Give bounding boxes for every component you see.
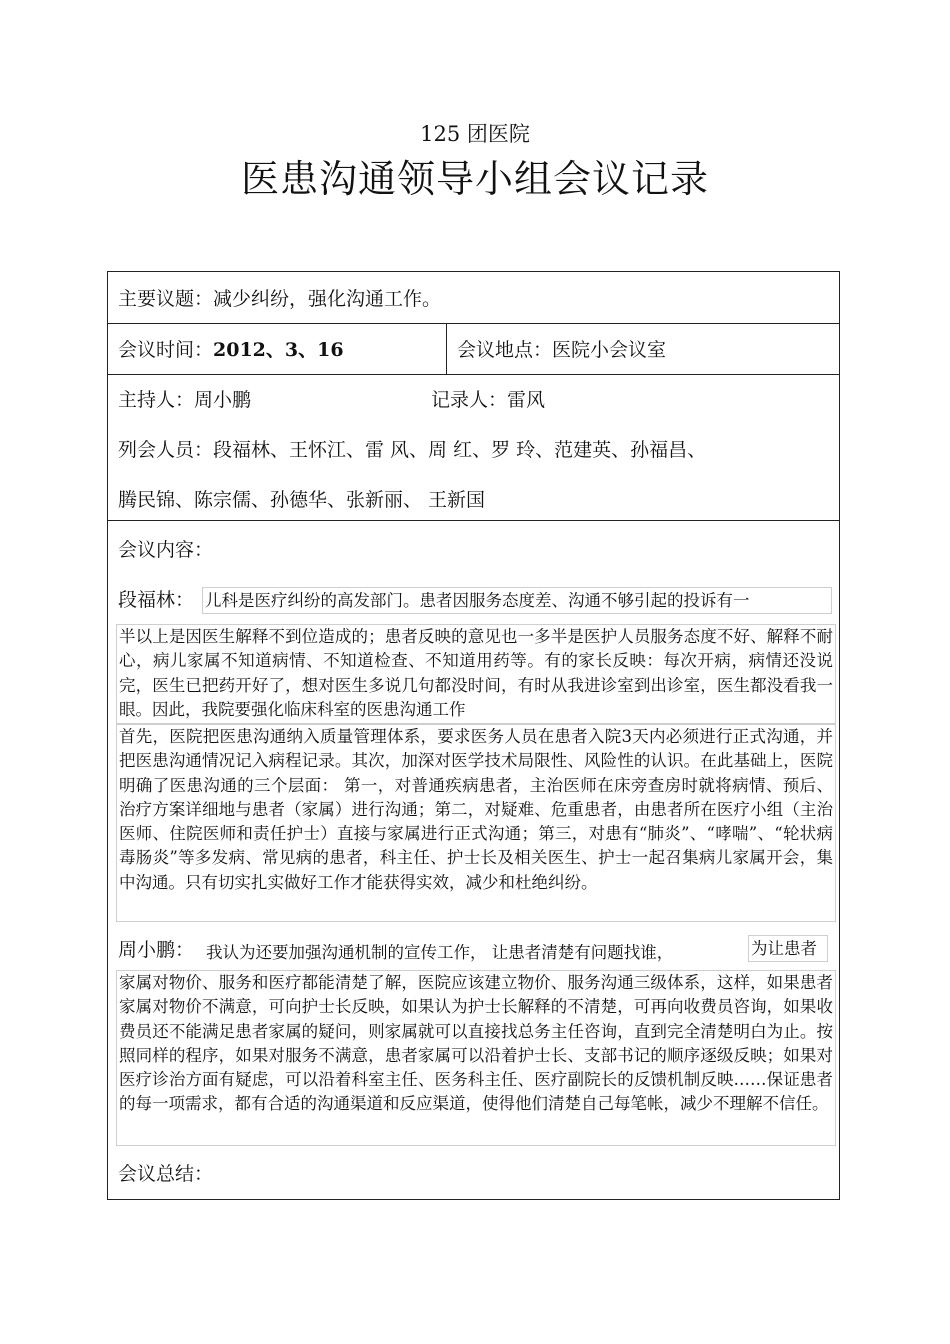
speaker1-first-line: 儿科是医疗纠纷的高发部门。患者因服务态度差、沟通不够引起的投诉有一 xyxy=(202,587,832,614)
attendees-line-2: 腾民锦、陈宗儒、孙德华、张新丽、 王新国 xyxy=(118,489,486,511)
speaker1-paragraph-2: 首先，医院把医患沟通纳入质量管理体系，要求医务人员在患者入院3天内必须进行正式沟通，并把医患沟通情况记入病程记录。其次，加深对医学技术局限性、风险性的认识。在此基础上，医院明确了医患沟通的三个层面： 第一，对普通疾病患者，主治医师在床旁查房时就将病情、预后、治疗方案详细地与患者（家属）进行沟通；第二，对疑难、危重患者，由患者所在医疗小组（主治医师、住院医师和责任护士）直接与家属进行正式沟通；第三，对患有“肺炎”、“哮喘”、“轮状病毒肠炎”等多发病、常见病的患者，科主任、护士长及相关医生、护士一起召集病儿家属开会，集中沟通。只有切实扎实做好工作才能获得实效，减少和杜绝纠纷。 xyxy=(116,724,836,922)
speaker2-first-line: 我认为还要加强沟通机制的宣传工作， 让患者清楚有问题找谁， xyxy=(206,943,674,962)
column-divider xyxy=(446,323,447,375)
meeting-time xyxy=(118,335,344,362)
content-label: 会议内容： xyxy=(118,539,214,561)
content-row xyxy=(107,520,840,1200)
meeting-place: 会议地点：医院小会议室 xyxy=(457,339,667,361)
document-title: 医患沟通领导小组会议记录 xyxy=(240,157,709,201)
topic-row xyxy=(107,271,840,324)
speaker1-name: 段福林： xyxy=(118,589,195,611)
speaker2-name: 周小鹏： xyxy=(118,939,195,961)
time-value: 2012、3、16 xyxy=(213,339,344,361)
speaker2-first-line-boxed: 为让患者 xyxy=(748,935,828,962)
host: 主持人：周小鹏 xyxy=(118,389,252,411)
speaker1-paragraph-1: 半以上是因医生解释不到位造成的；患者反映的意见也一多半是医护人员服务态度不好、解释不耐心，病儿家属不知道病情、不知道检查、不知道用药等。有的家长反映：每次开病，病情还没说完，医生已把药开好了，想对医生多说几句都没时间，有时从我进诊室到出诊室，医生都没看我一眼。因此，我院要强化临床科室的医患沟通工作 xyxy=(116,624,836,724)
time-place-row xyxy=(107,323,840,375)
topic-text: 主要议题：减少纠纷，强化沟通工作。 xyxy=(118,288,442,310)
summary-label: 会议总结： xyxy=(118,1163,214,1185)
hospital-name: 125 团医院 xyxy=(420,122,530,146)
attendees-line-1: 列会人员：段福林、王怀江、雷 风、周 红、罗 玲、范建英、孙福昌、 xyxy=(118,439,707,461)
time-label: 会议时间： xyxy=(118,339,214,361)
people-row xyxy=(107,374,840,521)
recorder: 记录人：雷风 xyxy=(431,389,546,411)
speaker2-paragraph: 家属对物价、服务和医疗都能清楚了解，医院应该建立物价、服务沟通三级体系，这样，如果患者家属对物价不满意，可向护士长反映，如果认为护士长解释的不清楚，可再向收费员咨询，如果收费员还不能满足患者家属的疑问，则家属就可以直接找总务主任咨询，直到完全清楚明白为止。按照同样的程序，如果对服务不满意，患者家属可以沿着护士长、支部书记的顺序逐级反映；如果对医疗诊治方面有疑虑，可以沿着科室主任、医务科主任、医疗副院长的反馈机制反映……保证患者的每一项需求，都有合适的沟通渠道和反应渠道，使得他们清楚自己每笔帐，减少不理解不信任。 xyxy=(116,970,836,1146)
